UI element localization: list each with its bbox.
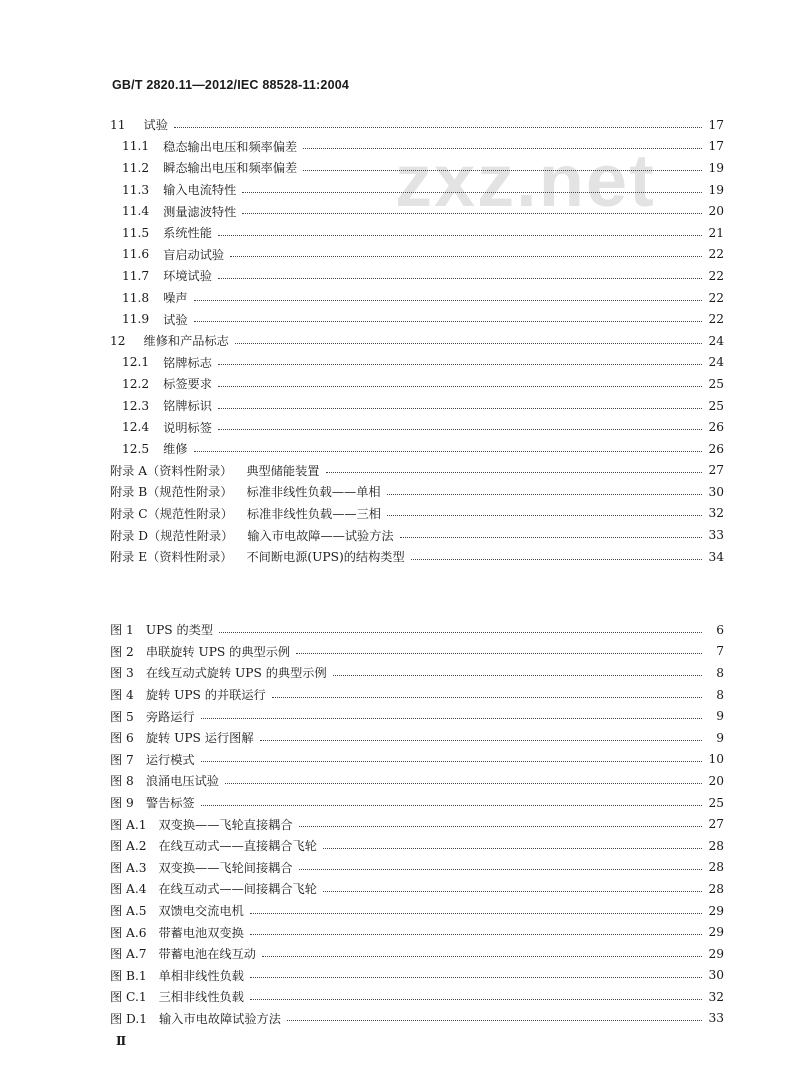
entry-number: 附录 A（资料性附录） — [110, 463, 233, 478]
dot-leader — [333, 674, 702, 676]
figure-entry[interactable] — [110, 727, 724, 749]
entry-page-number: 28 — [708, 838, 724, 853]
dot-leader — [218, 363, 702, 365]
entry-title: 在线互动式旋转 UPS 的典型示例 — [145, 666, 327, 681]
entry-number: 11.7 — [122, 268, 150, 283]
entry-title: 旁路运行 — [145, 709, 195, 724]
toc-entry[interactable] — [110, 524, 724, 546]
entry-number: 11.6 — [122, 247, 150, 262]
entry-title: 三相非线性负载 — [158, 990, 244, 1005]
entry-number: 图 A.6 — [110, 925, 147, 940]
entry-number: 11.9 — [122, 312, 150, 327]
dot-leader — [299, 868, 702, 870]
dot-leader — [230, 255, 702, 257]
entry-page-number: 8 — [716, 687, 724, 702]
dot-leader — [262, 955, 702, 957]
entry-number: 附录 D（规范性附录） — [110, 528, 234, 543]
dot-leader — [250, 976, 702, 978]
entry-number: 图 A.5 — [110, 904, 147, 919]
entry-page-number: 9 — [716, 709, 724, 724]
entry-page-number: 29 — [708, 903, 724, 918]
dot-leader — [400, 536, 702, 538]
entry-title: 试验 — [163, 312, 188, 327]
figure-entry[interactable] — [110, 986, 724, 1008]
toc-entry[interactable] — [110, 460, 724, 482]
figure-entry[interactable] — [110, 749, 724, 771]
entry-number: 12.5 — [122, 441, 150, 456]
entry-title: 警告标签 — [145, 796, 195, 811]
entry-title: 测量滤波特性 — [163, 204, 237, 219]
entry-number: 12.4 — [122, 420, 150, 435]
figure-entry[interactable] — [110, 1008, 724, 1030]
dot-leader — [303, 147, 702, 149]
dot-leader — [219, 631, 702, 633]
toc-entry[interactable] — [110, 157, 724, 179]
dot-leader — [201, 717, 702, 719]
figure-entry[interactable] — [110, 813, 724, 835]
entry-number: 附录 E（资料性附录） — [110, 550, 233, 565]
entry-title: 双变换——飞轮直接耦合 — [158, 817, 293, 832]
page-number-footer: Ⅱ — [116, 1034, 127, 1048]
toc-entry[interactable] — [110, 503, 724, 525]
toc-entry[interactable] — [110, 416, 724, 438]
entry-number: 11 — [110, 117, 126, 132]
entry-page-number: 17 — [708, 117, 724, 132]
dot-leader — [250, 933, 702, 935]
dot-leader — [225, 782, 702, 784]
entry-page-number: 24 — [708, 355, 724, 370]
dot-leader — [296, 652, 702, 654]
entry-title: 在线互动式——直接耦合飞轮 — [158, 839, 317, 854]
figure-entry[interactable] — [110, 900, 724, 922]
entry-title: UPS 的类型 — [145, 623, 214, 638]
figure-entry[interactable] — [110, 662, 724, 684]
entry-number: 图 9 — [110, 796, 134, 811]
entry-page-number: 20 — [708, 204, 724, 219]
dot-leader — [250, 912, 702, 914]
entry-number: 11.1 — [122, 139, 150, 154]
dot-leader — [272, 696, 702, 698]
toc-entry[interactable] — [110, 114, 724, 136]
figure-entry[interactable] — [110, 792, 724, 814]
entry-page-number: 20 — [708, 773, 724, 788]
entry-page-number: 30 — [708, 968, 724, 983]
dot-leader — [242, 212, 702, 214]
entry-page-number: 6 — [716, 622, 724, 637]
entry-page-number: 7 — [716, 644, 724, 659]
dot-leader — [326, 471, 703, 473]
page-header: GB/T 2820.11—2012/IEC 88528-11:2004 — [112, 78, 350, 92]
entry-title: 稳态输出电压和频率偏差 — [163, 139, 298, 154]
toc-entry[interactable] — [110, 308, 724, 330]
entry-number: 11.5 — [122, 225, 150, 240]
dot-leader — [287, 1019, 702, 1021]
toc-entry[interactable] — [110, 265, 724, 287]
entry-number: 图 A.4 — [110, 882, 147, 897]
entry-title: 串联旋转 UPS 的典型示例 — [145, 644, 291, 659]
figure-entry[interactable] — [110, 684, 724, 706]
dot-leader — [242, 191, 702, 193]
entry-number: 图 2 — [110, 644, 134, 659]
toc-entry[interactable] — [110, 200, 724, 222]
entry-page-number: 10 — [708, 752, 724, 767]
figure-entry[interactable] — [110, 921, 724, 943]
entry-page-number: 34 — [708, 549, 724, 564]
dot-leader — [411, 558, 702, 560]
entry-number: 图 5 — [110, 709, 134, 724]
entry-page-number: 24 — [708, 333, 724, 348]
entry-page-number: 22 — [708, 247, 724, 262]
toc-entry[interactable] — [110, 330, 724, 352]
entry-number: 11.4 — [122, 204, 150, 219]
entry-page-number: 26 — [708, 441, 724, 456]
toc-entry[interactable] — [110, 373, 724, 395]
toc-entry[interactable] — [110, 136, 724, 158]
dot-leader — [194, 299, 702, 301]
dot-leader — [235, 342, 702, 344]
entry-number: 图 A.3 — [110, 860, 147, 875]
entry-number: 图 A.7 — [110, 947, 147, 962]
entry-title: 不间断电源(UPS)的结构类型 — [246, 550, 405, 565]
entry-page-number: 33 — [708, 1011, 724, 1026]
entry-page-number: 33 — [708, 528, 724, 543]
entry-title: 在线互动式——间接耦合飞轮 — [158, 882, 317, 897]
dot-leader — [218, 385, 702, 387]
entry-title: 试验 — [143, 118, 168, 133]
dot-leader — [387, 514, 702, 516]
entry-title: 典型储能装置 — [246, 463, 320, 478]
dot-leader — [323, 847, 702, 849]
entry-number: 图 A.1 — [110, 817, 147, 832]
toc-entry[interactable] — [110, 395, 724, 417]
entry-page-number: 25 — [708, 376, 724, 391]
entry-page-number: 25 — [708, 795, 724, 810]
entry-page-number: 22 — [708, 268, 724, 283]
entry-number: 图 7 — [110, 752, 134, 767]
entry-title: 噪声 — [163, 291, 188, 306]
entry-page-number: 27 — [708, 817, 724, 832]
entry-page-number: 19 — [708, 182, 724, 197]
dot-leader — [323, 890, 702, 892]
entry-page-number: 22 — [708, 290, 724, 305]
entry-title: 标签要求 — [163, 377, 212, 392]
watermark: zxz.net — [395, 139, 656, 222]
dot-leader — [299, 825, 702, 827]
entry-title: 维修和产品标志 — [143, 334, 229, 349]
entry-page-number: 22 — [708, 312, 724, 327]
entry-title: 标准非线性负载——单相 — [246, 485, 381, 500]
entry-title: 说明标签 — [163, 420, 212, 435]
entry-page-number: 29 — [708, 925, 724, 940]
entry-title: 双馈电交流电机 — [158, 904, 244, 919]
entry-title: 标准非线性负载——三相 — [246, 506, 381, 521]
dot-leader — [201, 760, 702, 762]
dot-leader — [250, 998, 702, 1000]
entry-number: 图 B.1 — [110, 968, 147, 983]
dot-leader — [174, 126, 702, 128]
entry-title: 输入市电故障试验方法 — [159, 1011, 281, 1026]
entry-title: 浪涌电压试验 — [145, 774, 219, 789]
entry-title: 输入电流特性 — [163, 183, 237, 198]
dot-leader — [201, 804, 702, 806]
entry-number: 图 3 — [110, 666, 134, 681]
dot-leader — [387, 493, 702, 495]
toc-entry[interactable] — [110, 352, 724, 374]
entry-page-number: 32 — [708, 506, 724, 521]
figure-entry[interactable] — [110, 965, 724, 987]
figure-entry[interactable] — [110, 835, 724, 857]
entry-title: 运行模式 — [145, 752, 195, 767]
toc-entry[interactable] — [110, 179, 724, 201]
figure-entry[interactable] — [110, 619, 724, 641]
entry-number: 11.2 — [122, 160, 150, 175]
entry-page-number: 28 — [708, 860, 724, 875]
entry-page-number: 28 — [708, 881, 724, 896]
dot-leader — [218, 234, 702, 236]
entry-title: 输入市电故障——试验方法 — [247, 528, 394, 543]
entry-title: 维修 — [163, 442, 188, 457]
entry-number: 图 C.1 — [110, 990, 147, 1005]
figure-entry[interactable] — [110, 705, 724, 727]
entry-title: 带蓄电池在线互动 — [158, 947, 256, 962]
entry-number: 图 8 — [110, 774, 134, 789]
figure-entry[interactable] — [110, 857, 724, 879]
toc-figure-list — [110, 619, 724, 1029]
toc-main-list — [110, 114, 724, 567]
entry-number: 12.1 — [122, 355, 150, 370]
entry-title: 铭牌标识 — [163, 399, 212, 414]
entry-page-number: 9 — [716, 730, 724, 745]
dot-leader — [218, 428, 702, 430]
dot-leader — [218, 407, 702, 409]
entry-page-number: 26 — [708, 420, 724, 435]
entry-number: 12.2 — [122, 376, 150, 391]
entry-number: 图 6 — [110, 731, 134, 746]
toc-entry[interactable] — [110, 546, 724, 568]
entry-number: 12.3 — [122, 398, 150, 413]
entry-page-number: 32 — [708, 989, 724, 1004]
entry-title: 铭牌标志 — [163, 355, 212, 370]
entry-page-number: 29 — [708, 946, 724, 961]
entry-title: 盲启动试验 — [163, 247, 225, 262]
entry-page-number: 21 — [708, 225, 724, 240]
toc-entry[interactable] — [110, 481, 724, 503]
entry-title: 瞬态输出电压和频率偏差 — [163, 161, 298, 176]
entry-title: 环境试验 — [163, 269, 212, 284]
entry-number: 附录 B（规范性附录） — [110, 485, 233, 500]
entry-number: 11.3 — [122, 182, 150, 197]
entry-number: 图 4 — [110, 688, 134, 703]
toc-entry[interactable] — [110, 244, 724, 266]
figure-entry[interactable] — [110, 770, 724, 792]
entry-number: 图 A.2 — [110, 839, 147, 854]
entry-title: 双变换——飞轮间接耦合 — [158, 860, 293, 875]
entry-number: 11.8 — [122, 290, 150, 305]
toc-entry[interactable] — [110, 438, 724, 460]
entry-page-number: 30 — [708, 484, 724, 499]
entry-number: 12 — [110, 333, 126, 348]
toc-entry[interactable] — [110, 222, 724, 244]
entry-title: 旋转 UPS 的并联运行 — [145, 688, 266, 703]
entry-title: 系统性能 — [163, 226, 212, 241]
dot-leader — [218, 277, 702, 279]
entry-title: 单相非线性负载 — [158, 968, 244, 983]
entry-page-number: 17 — [708, 139, 724, 154]
entry-title: 旋转 UPS 运行图解 — [145, 731, 254, 746]
dot-leader — [260, 739, 702, 741]
figure-entry[interactable] — [110, 641, 724, 663]
entry-title: 带蓄电池双变换 — [158, 925, 244, 940]
toc-entry[interactable] — [110, 287, 724, 309]
dot-leader — [303, 169, 702, 171]
entry-number: 附录 C（规范性附录） — [110, 506, 233, 521]
entry-page-number: 27 — [708, 463, 724, 478]
entry-number: 图 D.1 — [110, 1011, 148, 1026]
figure-entry[interactable] — [110, 943, 724, 965]
entry-page-number: 19 — [708, 160, 724, 175]
dot-leader — [194, 320, 702, 322]
dot-leader — [194, 450, 702, 452]
figure-entry[interactable] — [110, 878, 724, 900]
entry-page-number: 8 — [716, 665, 724, 680]
entry-number: 图 1 — [110, 623, 134, 638]
entry-page-number: 25 — [708, 398, 724, 413]
